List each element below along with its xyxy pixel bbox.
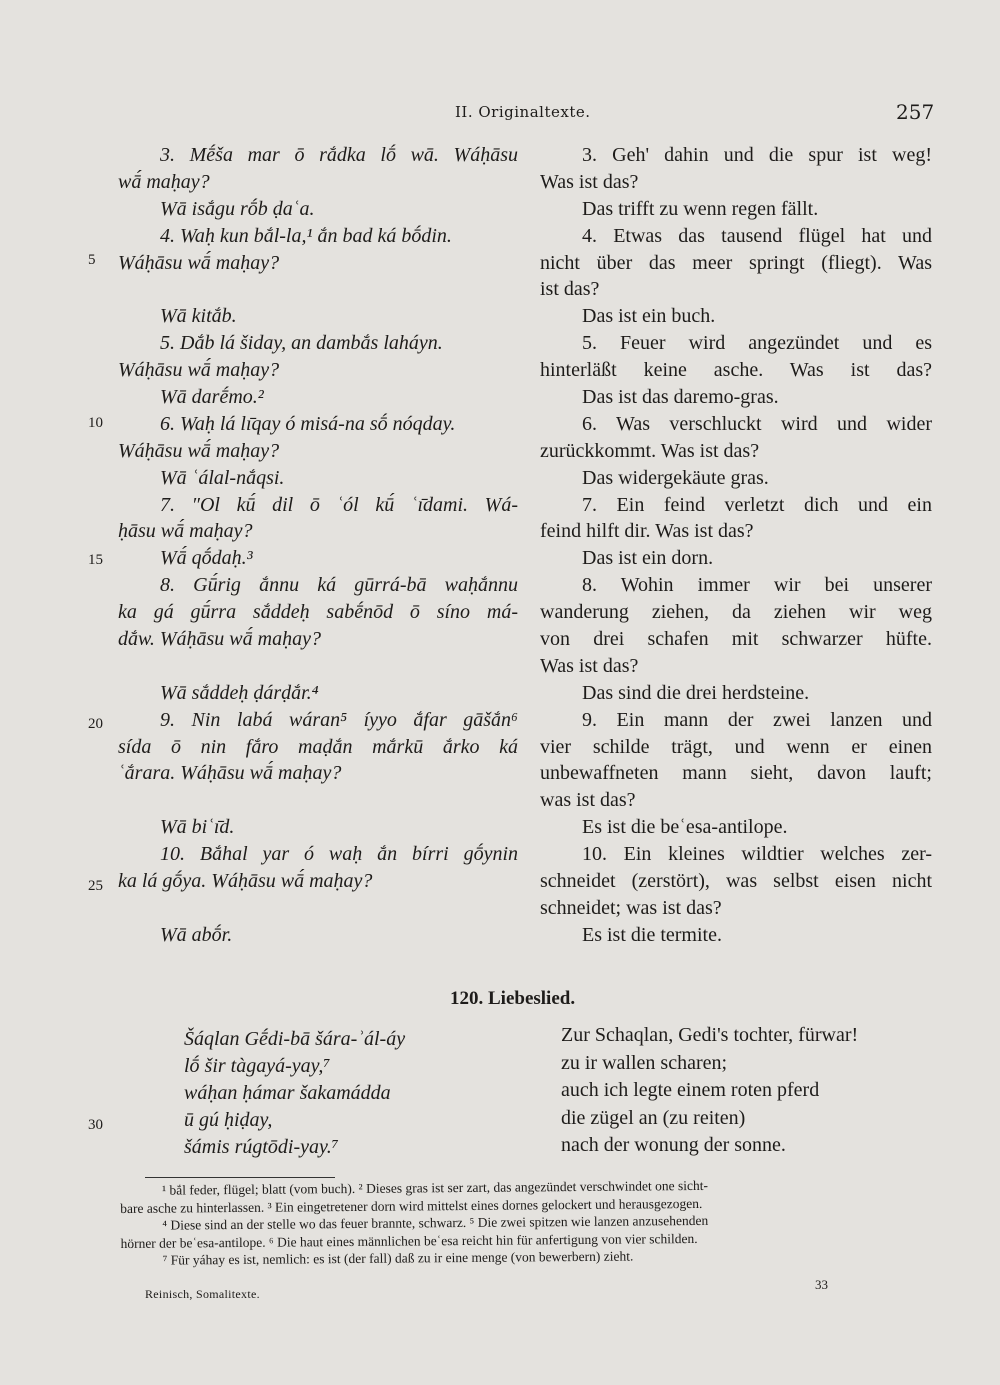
text-line: ist das? [540,278,600,301]
text-line [118,895,518,922]
text-line: Es ist die beʿesa-antilope. [582,816,788,839]
poem-line: die zügel an (zu reiten) [561,1106,746,1129]
text-line: nicht über das meer springt (fliegt). Was [540,251,932,274]
text-line: wanderung ziehen, da ziehen wir weg [540,601,932,624]
text-line: was ist das? [540,789,636,812]
text-line: Wā biʿı̄d. [160,816,235,839]
poem-line: wáḥan ḥámar šakamádda [184,1081,391,1104]
line-number: 25 [88,878,103,894]
printer-signature: Reinisch, Somalitexte. [145,1287,260,1301]
text-line: 8. Wohin immer wir bei unserer [582,574,932,597]
text-line: hinterläßt keine asche. Was ist das? [540,359,932,382]
text-line: schneidet (zerstört), was selbst eisen nicht [540,870,932,893]
text-line: feind hilft dir. Was ist das? [540,520,754,543]
text-line: 6. Waḥ lá lı̄qay ó misá-na sṓ nóqday. [160,412,456,435]
text-line: Das widergekäute gras. [582,466,769,489]
poem-line: Šáqlan Gḗdi-bā šára-ʾál-áy [184,1028,406,1050]
text-line: schneidet; was ist das? [540,896,722,919]
sheet-signature: 33 [815,1277,828,1292]
footnote-line: hörner der beʿesa-antilope. ⁶ Die haut eines männlichen beʿesa reicht hin für anfertigung von vier schilden. [120,1230,698,1251]
page-number: 257 [896,100,935,124]
text-line: Das ist ein buch. [582,305,716,328]
text-line: 10. Ein kleines wildtier welches zer- [582,843,932,866]
text-line: Wā kitắb. [160,305,237,328]
running-header: II. Originaltexte. [455,103,591,121]
text-line: 5. Dắb lá šiday, an dambắs laháyn. [160,332,443,355]
poem-line: ū gú ḥiḍay, [184,1108,273,1131]
text-line: 6. Was verschluckt wird und wider [582,412,932,435]
line-number: 10 [88,415,103,431]
text-line [118,276,518,303]
text-line: Wáḥāsu wā́ maḥay? [118,439,280,462]
text-line: 10. Bắhal yar ó waḥ ắn bírri gṓynin [160,843,518,866]
text-line: Wā darḗmo.² [160,386,264,409]
footnote-rule [145,1177,335,1178]
somali-poem [184,1026,405,1160]
text-line: 4. Waḥ kun bắl-la,¹ ắn bad ká bṓdin. [160,224,452,247]
text-line: wā́ maḥay? [118,170,210,193]
poem-line: šámis rúgtōdi-yay.⁷ [184,1135,339,1158]
text-line: von drei schafen mit schwarzer hüfte. [540,628,932,651]
footnote-line: bare asche zu hinterlassen. ³ Ein eingetretener dorn wird mittelst eines dornes gelockert und herausgezogen. [120,1195,703,1216]
text-line: ka lá gṓya. Wáḥāsu wā́ maḥay? [118,870,373,893]
poem-line: Zur Schaqlan, Gedi's tochter, fürwar! [561,1024,859,1046]
text-line: Das sind die drei herdsteine. [582,681,810,704]
text-line: Was ist das? [540,654,639,677]
line-number: 30 [88,1117,103,1133]
poem-line: zu ir wallen scharen; [561,1051,728,1074]
footnotes [120,1175,921,1269]
text-line [118,653,518,680]
somali-riddles-column [118,142,518,949]
text-line: 3. Geh' dahin und die spur ist weg! [582,144,932,166]
text-line: zurückkommt. Was ist das? [540,439,760,462]
text-line: 7. Ein feind verletzt dich und ein [582,493,932,516]
text-line: ka gá gū́rra sắddeḥ sabḗnōd ō síno má- [118,601,518,624]
text-line: Was ist das? [540,170,639,193]
text-line: Wā sắddeḥ ḍárḍắr.⁴ [160,681,319,704]
text-line: unbewaffneten mann sieht, davon lauft; [540,762,932,785]
text-line: sída ō nin fắro maḍắn mắrkū ắrko ká [118,735,518,758]
text-line: 9. Ein mann der zwei lanzen und [582,708,932,731]
line-number: 15 [88,552,103,568]
footnote-line: ⁴ Diese sind an der stelle wo das feuer brannte, schwarz. ⁵ Die zwei spitzen wie lanzen anzusehenden [162,1212,709,1233]
text-line: vier schilde trägt, und wenn er einen [540,735,932,758]
text-line: 7. ″Ol kū́ dil ō ʿól kū́ ʿı̄dami. Wá- [160,493,518,516]
footnote-line: ¹ bắl feder, flügel; blatt (vom buch). ² Dieses gras ist ser zart, das angezündet verschwindet one sicht- [162,1177,708,1198]
line-number: 5 [88,252,96,268]
text-line: Das ist ein dorn. [582,547,714,570]
german-translation-column [540,142,932,949]
line-number: 20 [88,716,103,732]
footnote-line: ⁷ Für yáhay es ist, nemlich: es ist (der fall) daß zu ir eine menge (von bewerbern) zieht. [162,1248,634,1268]
text-line [118,787,518,814]
text-line: Das trifft zu wenn regen fällt. [582,197,819,220]
poem-line: auch ich legte einem roten pferd [561,1079,820,1101]
text-line: Es ist die termite. [582,923,722,946]
text-line: Wā ʿálal-nắqsi. [160,466,285,489]
text-line: Wā abṓr. [160,923,233,946]
text-line: dắw. Wáḥāsu wā́ maḥay? [118,628,321,651]
text-line: 4. Etwas das tausend flügel hat und [582,224,932,247]
text-line: Das ist das daremo-gras. [582,386,779,409]
text-line: Wáḥāsu wā́ maḥay? [118,251,280,274]
text-line: Wáḥāsu wā́ maḥay? [118,359,280,382]
text-line: Wā́ qṓdaḥ.³ [160,547,253,570]
text-line: 8. Gū́rig ắnnu ká gūrrá-bā waḥắnnu [160,574,518,597]
text-line: ḥāsu wā́ maḥay? [118,520,253,543]
text-line: 3. Mḗša mar ō rắdka lṓ wā. Wáḥāsu [160,144,518,166]
poem-line: nach der wonung der sonne. [561,1134,786,1156]
german-poem [561,1022,858,1160]
text-line: 5. Feuer wird angezündet und es [582,332,932,355]
text-line: ʿắrara. Wáḥāsu wā́ maḥay? [118,762,342,785]
text-line: 9. Nin labá wáran⁵ íyyo ắfar gāšắn⁶ [160,708,518,731]
section-title: 120. Liebeslied. [450,988,576,1009]
text-line: Wā isắgu rṓb ḍaʿa. [160,197,315,220]
poem-line: lṓ šir tàgayá-yay,⁷ [184,1054,331,1077]
